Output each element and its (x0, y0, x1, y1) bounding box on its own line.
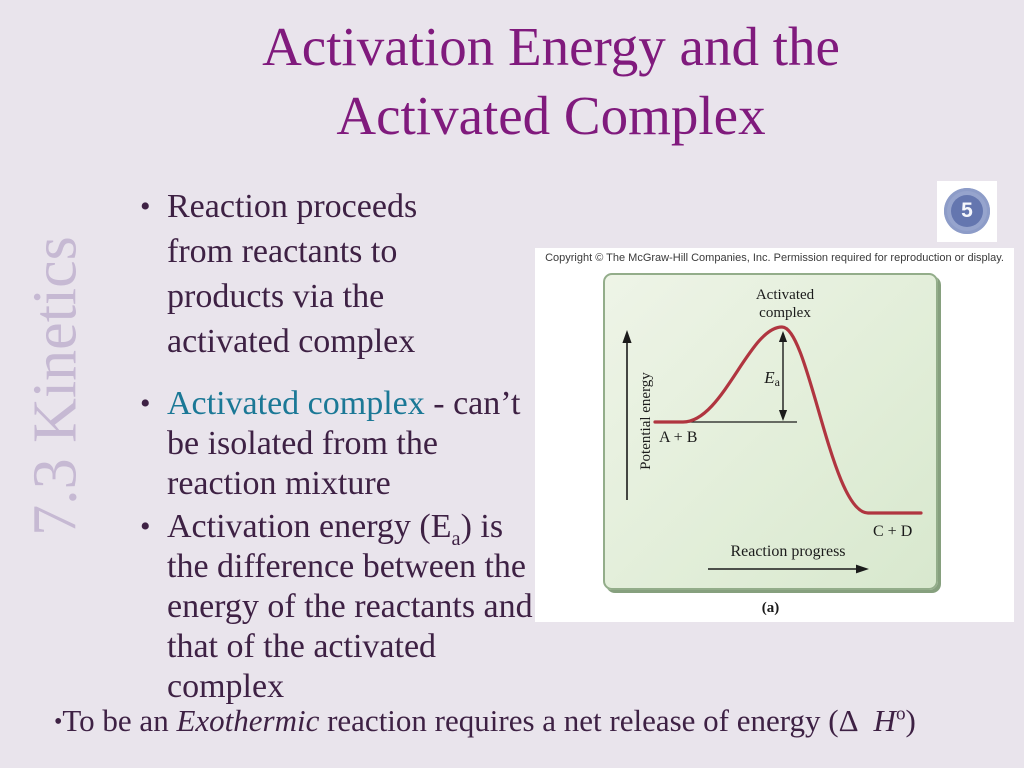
y-axis-label: Potential energy (638, 372, 654, 470)
bullet-1-marker: • (140, 190, 151, 223)
bullet-2-line: be isolated from the (167, 425, 438, 462)
figure-caption: (a) (761, 600, 780, 616)
badge-outer-circle (944, 188, 990, 234)
footer-close-paren: ) (905, 703, 916, 738)
ea-subscript: a (451, 527, 461, 550)
bullet-3-line (167, 507, 533, 550)
footer-pre: To be an (62, 703, 177, 738)
bullet-2-line (167, 384, 520, 424)
bullet-3-line: that of the activated (167, 628, 437, 665)
bullet-1-line: from reactants to (167, 233, 398, 270)
products-label: C + D (873, 523, 913, 540)
bullet-3-line: the difference between the (167, 548, 527, 585)
bullet-3-line: complex (167, 668, 285, 705)
slide-title-line1: Activation Energy and the (262, 16, 840, 77)
diagram-panel (603, 273, 938, 590)
energy-diagram-figure (535, 248, 1014, 622)
slide-title (0, 12, 1024, 150)
peak-label-line2: complex (759, 305, 811, 321)
section-label: 7.3 Kinetics (21, 236, 90, 536)
section-sidebar (18, 232, 94, 540)
bullet-2-line: reaction mixture (167, 465, 391, 502)
bullet-1 (140, 184, 417, 364)
bullet-2-line1-rest: - can’t (424, 385, 521, 422)
bullet-2 (140, 384, 520, 504)
x-axis-arrowhead (856, 565, 869, 574)
peak-label-line1: Activated (755, 287, 815, 303)
energy-diagram-svg (603, 273, 938, 590)
bullet-1-line: Reaction proceeds (167, 188, 418, 225)
footer-enthalpy-sup: o (895, 703, 906, 725)
slide-number-badge (937, 181, 997, 242)
bullet-3 (140, 507, 533, 707)
footer-mid: reaction requires a net release of energy (Δ (319, 703, 859, 738)
footer-bullet: • (54, 709, 63, 735)
reactants-label: A + B (659, 429, 698, 446)
footer-exothermic: Exothermic (176, 703, 320, 738)
energy-curve (655, 327, 921, 513)
y-axis-arrowhead (622, 330, 631, 343)
bullet-1-line: activated complex (167, 323, 416, 360)
ea-arrowhead-bottom (779, 410, 787, 421)
slide-title-line2: Activated Complex (336, 85, 766, 146)
bullet-1-line: products via the (167, 278, 385, 315)
bullet-3-line: energy of the reactants and (167, 588, 533, 625)
bullet-3-marker: • (140, 510, 151, 543)
x-axis-label: Reaction progress (730, 543, 846, 560)
footer-sentence (54, 703, 1024, 739)
term-activated-complex: Activated complex (167, 385, 425, 422)
ea-label: Ea (764, 368, 780, 389)
ea-arrowhead-top (779, 331, 787, 342)
bullet-2-marker: • (140, 387, 151, 420)
copyright-notice: Copyright © The McGraw-Hill Companies, Inc. Permission required for reproduction or display. (545, 252, 1004, 264)
footer-enthalpy-h: H (873, 703, 896, 738)
bullet-3-line1-pre: Activation energy (E (167, 508, 452, 545)
bullet-3-line1-post: ) is (460, 508, 504, 545)
slide-number: 5 (961, 199, 973, 222)
